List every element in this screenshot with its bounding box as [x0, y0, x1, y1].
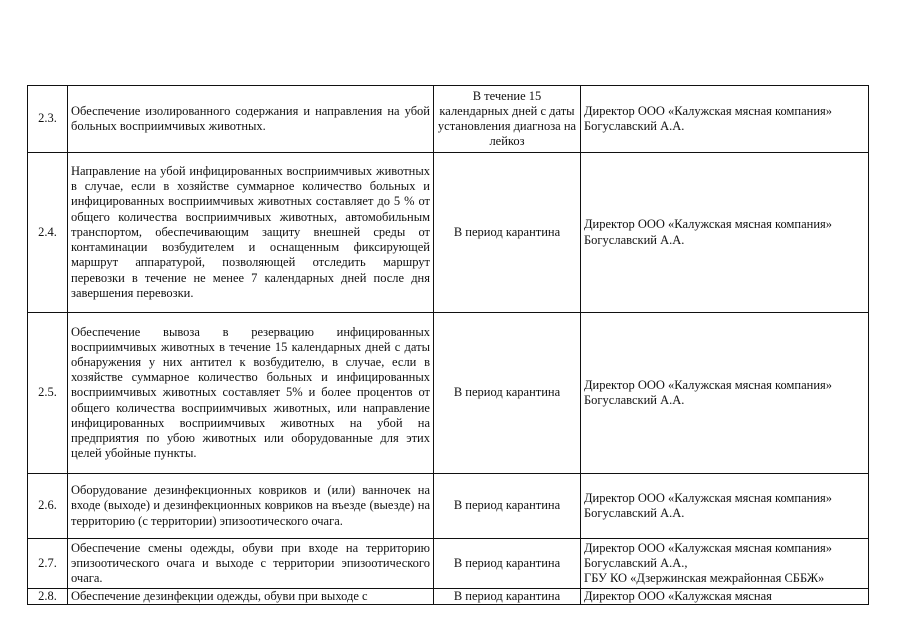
table-row [28, 474, 869, 539]
table-row [28, 153, 869, 313]
action-text: Оборудование дезинфекционных ковриков и (или) ванночек на входе (выходе) и дезинфекционных ковриков на въезде (выезде) на территорию (с территории) эпизоотического очага. [71, 483, 430, 528]
row-number: 2.6. [28, 474, 68, 539]
term-cell: В период карантина [434, 539, 581, 589]
responsible-text: Директор ООО «Калужская мясная компания» Богуславский А.А. [584, 103, 833, 133]
term-cell: В течение 15 календарных дней с даты установления диагноза на лейкоз [434, 86, 581, 153]
responsible-text: Директор ООО «Калужская мясная компания» Богуславский А.А., [584, 540, 833, 570]
table-row [28, 86, 869, 153]
term-cell: В период карантина [434, 589, 581, 605]
responsible-text: Директор ООО «Калужская мясная [584, 589, 772, 603]
action-cell [68, 474, 434, 539]
table-row [28, 313, 869, 474]
term-cell: В период карантина [434, 153, 581, 313]
row-number: 2.4. [28, 153, 68, 313]
term-cell: В период карантина [434, 474, 581, 539]
table-row [28, 589, 869, 605]
action-cell [68, 313, 434, 474]
action-text: Обеспечение смены одежды, обуви при входе на территорию эпизоотического очага и выходе с территории эпизоотического очага. [71, 540, 430, 586]
responsible-text: Директор ООО «Калужская мясная компания» Богуславский А.А. [584, 490, 833, 520]
action-text: Обеспечение дезинфекции одежды, обуви при выходе с [71, 589, 368, 603]
term-cell: В период карантина [434, 313, 581, 474]
row-number: 2.5. [28, 313, 68, 474]
responsible-cell [581, 86, 869, 153]
measures-table [27, 85, 869, 605]
row-number: 2.3. [28, 86, 68, 153]
action-text: Направление на убой инфицированных восприимчивых животных в случае, если в хозяйстве суммарное количество больных и инфицированных восприимчивых животных составляет до 5 % от общего количества восприимчивых животных, автомобильным транспортом, обеспечивающим защиту внешней среды от контаминации возбудителем и оснащенным фиксирующей маршрут аппаратурой, позволяющей отследить маршрут перевозки в течение не менее 7 календарных дней после дня завершения перевозки. [71, 164, 430, 300]
row-number: 2.7. [28, 539, 68, 589]
action-cell [68, 589, 434, 605]
action-cell [68, 86, 434, 153]
action-cell [68, 539, 434, 589]
table-row [28, 539, 869, 589]
action-cell [68, 153, 434, 313]
action-text: Обеспечение изолированного содержания и направления на убой больных восприимчивых животных. [71, 103, 430, 133]
action-text: Обеспечение вывоза в резервацию инфицированных восприимчивых животных в течение 15 календарных дней с даты обнаружения у них антител к возбудителю, в случае, если в хозяйстве суммарное количество больных и инфицированных восприимчивых животных составляет 5% и более процентов от общего количества восприимчивых животных, или направление инфицированных восприимчивых животных на убой на предприятия по убою животных или оборудованные для этих целей убойные пункты. [71, 324, 430, 461]
responsible-cell [581, 153, 869, 313]
responsible-cell [581, 474, 869, 539]
row-number: 2.8. [28, 589, 68, 605]
responsible-cell [581, 589, 869, 605]
responsible-text: Директор ООО «Калужская мясная компания» Богуславский А.А. [584, 377, 833, 407]
responsible-text: Директор ООО «Калужская мясная компания» Богуславский А.А. [584, 217, 833, 247]
responsible-text: ГБУ КО «Дзержинская межрайонная СББЖ» [584, 571, 825, 586]
responsible-cell [581, 313, 869, 474]
responsible-cell [581, 539, 869, 589]
